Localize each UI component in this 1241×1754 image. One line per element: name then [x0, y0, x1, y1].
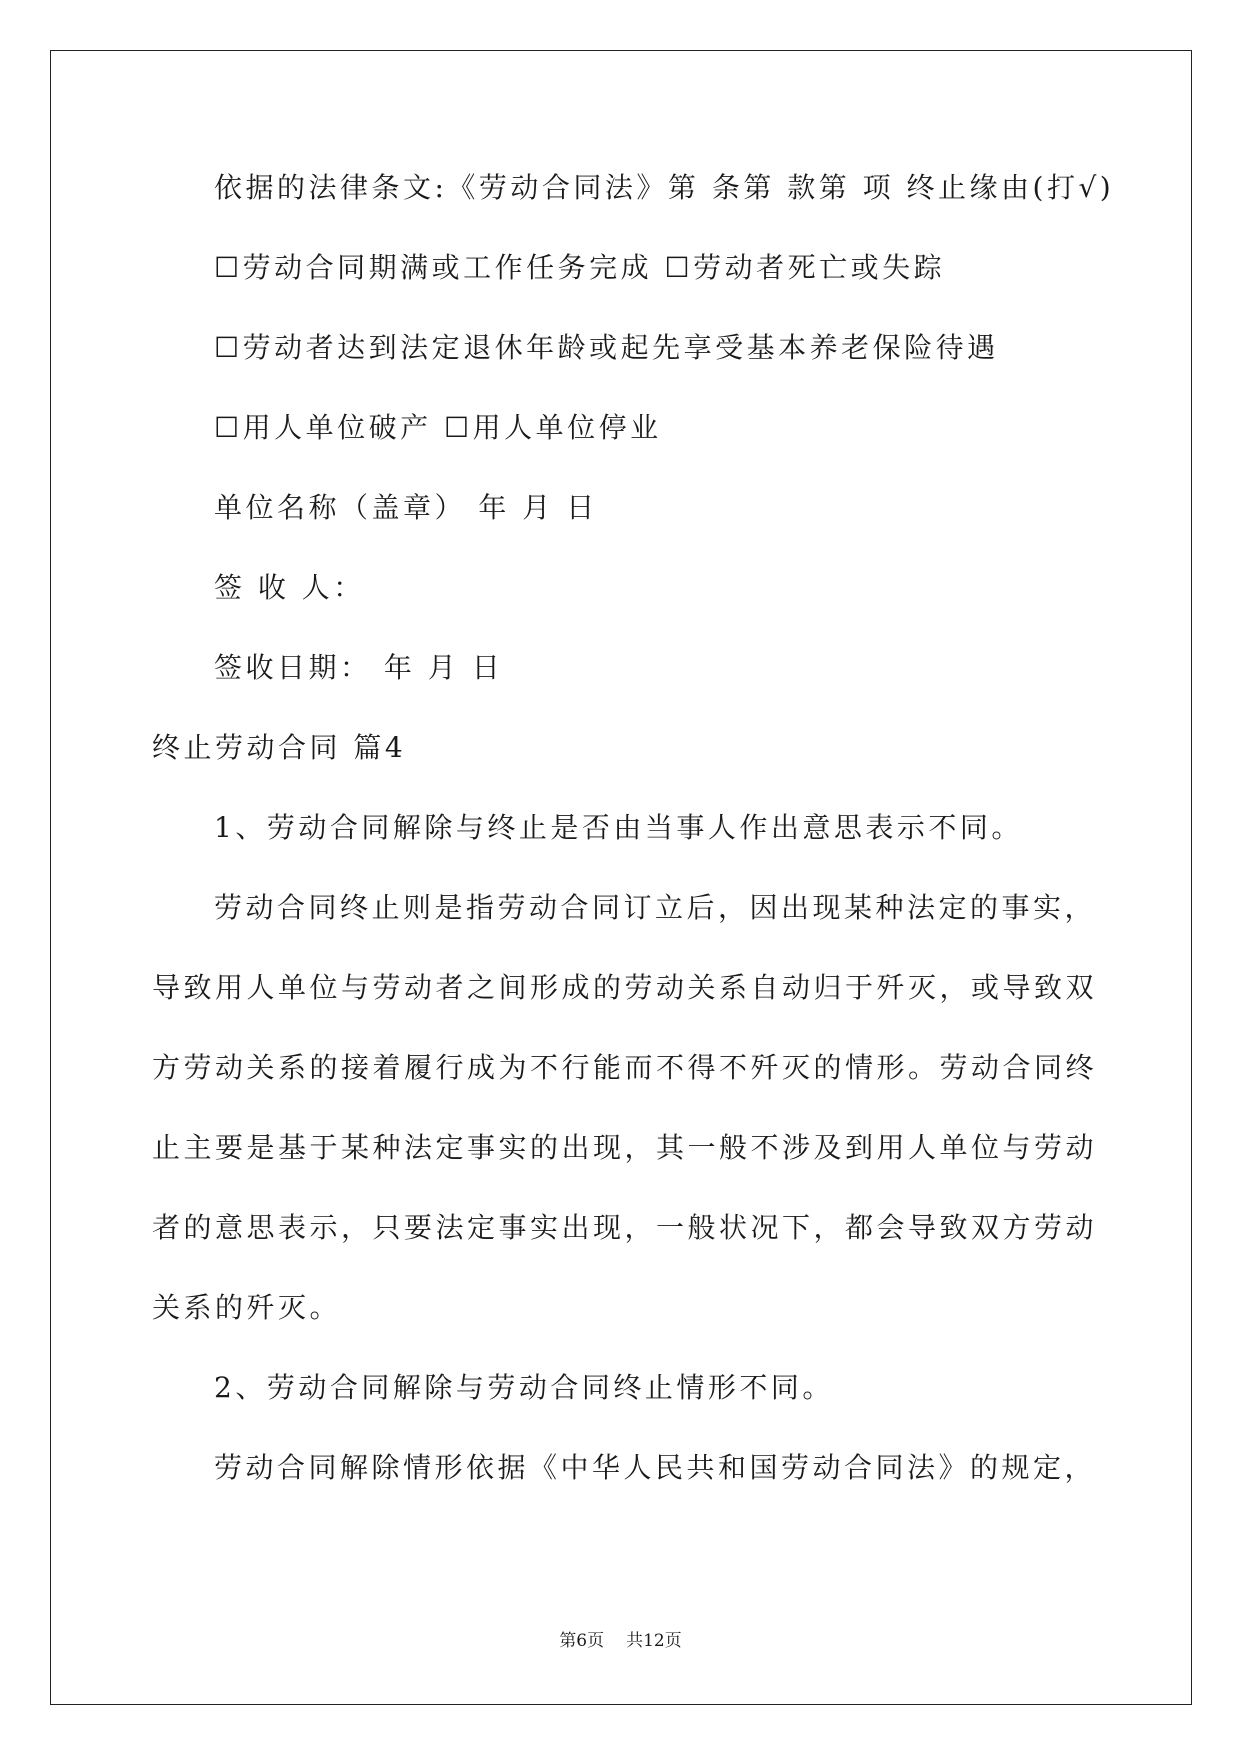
paragraph-line: 方劳动关系的接着履行成为不行能而不得不歼灭的情形。劳动合同终: [152, 1051, 1098, 1084]
page-total: 共12页: [626, 1631, 682, 1651]
signatory-line: 签 收 人：: [214, 571, 365, 604]
paragraph-line: 止主要是基于某种法定事实的出现，其一般不涉及到用人单位与劳动: [152, 1131, 1098, 1164]
section-heading: 终止劳动合同 篇4: [152, 731, 407, 764]
point-1-heading: 1、劳动合同解除与终止是否由当事人作出意思表示不同。: [214, 811, 1023, 844]
legal-basis-line: 依据的法律条文:《劳动合同法》第 条第 款第 项 终止缘由(打√): [214, 171, 1115, 204]
paragraph-line: 关系的歼灭。: [152, 1291, 342, 1324]
page-footer: [0, 1630, 1241, 1652]
checkbox-line-retirement: ☐劳动者达到法定退休年龄或起先享受基本养老保险待遇: [214, 331, 999, 364]
checkbox-line-contract-expiry: ☐劳动合同期满或工作任务完成 ☐劳动者死亡或失踪: [214, 251, 946, 284]
unit-name-seal-line: 单位名称（盖章） 年 月 日: [214, 491, 598, 524]
paragraph-line: 者的意思表示，只要法定事实出现，一般状况下，都会导致双方劳动: [152, 1211, 1098, 1244]
checkbox-line-bankruptcy: ☐用人单位破产 ☐用人单位停业: [214, 411, 662, 444]
paragraph-line: 劳动合同解除情形依据《中华人民共和国劳动合同法》的规定，: [214, 1451, 1097, 1484]
sign-date-line: 签收日期： 年 月 日: [214, 651, 504, 684]
page-number: 第6页: [559, 1631, 605, 1651]
paragraph-line: 导致用人单位与劳动者之间形成的劳动关系自动归于歼灭，或导致双: [152, 971, 1098, 1004]
paragraph-line: 劳动合同终止则是指劳动合同订立后，因出现某种法定的事实，: [214, 891, 1097, 924]
point-2-heading: 2、劳动合同解除与劳动合同终止情形不同。: [214, 1371, 834, 1404]
